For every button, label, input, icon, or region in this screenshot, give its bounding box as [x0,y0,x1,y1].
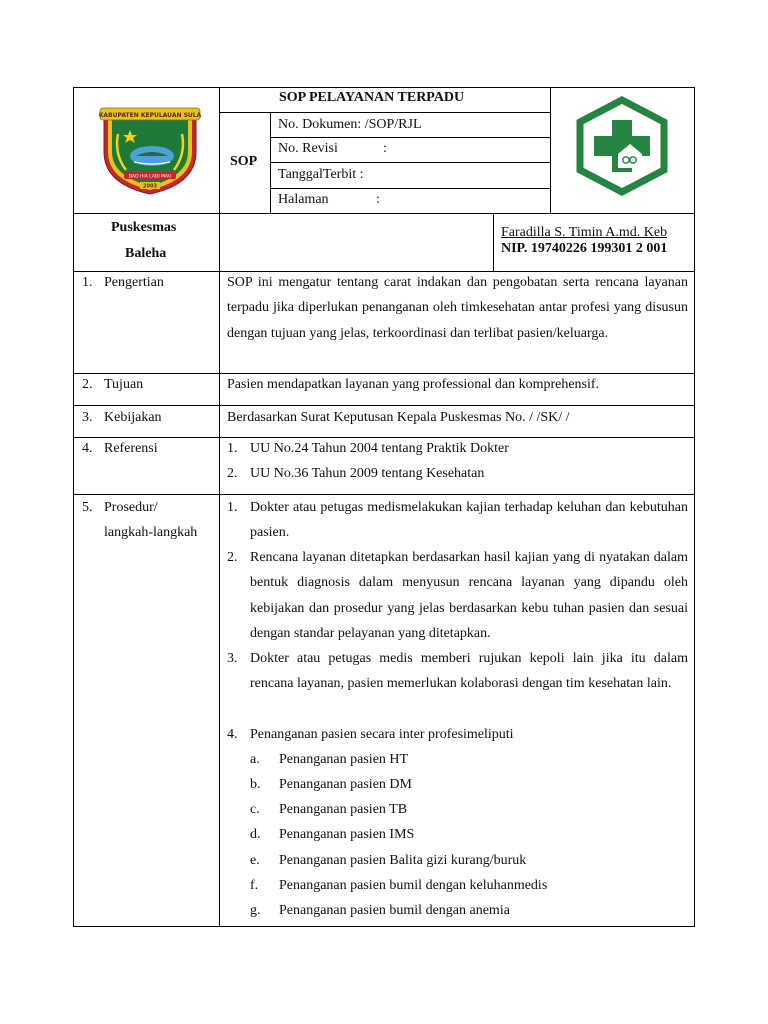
column-divider-logo-right [550,87,551,214]
row-divider-dokumen [270,137,551,138]
svg-text:2003: 2003 [143,183,157,190]
section-label-prosedur-line2: langkah-langkah [104,525,198,540]
sub-item: Penanganan pasien bumil dengan anemia [279,903,510,918]
column-divider-sop [270,112,271,214]
section-label-referensi: Referensi [104,441,158,456]
sub-item-letter: e. [250,853,260,868]
section-number: 2. [82,377,93,392]
kabupaten-emblem-icon [96,104,204,196]
section-number: 5. [82,500,93,515]
puskesmas-label: Puskesmas [111,220,177,235]
sub-item-letter: g. [250,903,261,918]
sub-item-letter: f. [250,878,259,893]
section-label-prosedur: Prosedur/ [104,500,158,515]
row-divider-tujuan [73,405,695,406]
no-revisi: No. Revisi [278,141,338,156]
kebijakan-text: Berdasarkan Surat Keputusan Kepala Puskesmas No. / /SK/ / [227,410,570,425]
no-dokumen: No. Dokumen: /SOP/RJL [278,117,422,132]
sub-item-letter: c. [250,802,260,817]
signer-nip: NIP. 19740226 199301 2 001 [501,241,668,256]
prosedur-step: Penanganan pasien secara inter profesimeliputi [250,727,514,742]
sub-item-letter: d. [250,827,261,842]
halaman: Halaman [278,192,329,207]
prosedur-step: Dokter atau petugas medismelakukan kajian terhadap keluhan dan kebutuhan pasien. [250,500,688,541]
sub-item: Penanganan pasien TB [279,802,408,817]
row-divider-revisi [270,162,551,163]
sub-item-letter: b. [250,777,261,792]
section-number: 4. [82,441,93,456]
column-divider-signer [493,213,494,272]
section-number: 1. [82,275,93,290]
prosedur-step: Rencana layanan ditetapkan berdasarkan hasil kajian yang di nyatakan dalam bentuk diagnosis dalam menyusun rencana layanan yang dipandu oleh kebijakan dan prosedur yang jelas berdasarkan kebu tuhan pasien dan sesuai dengan standar pelayanan yang ditetapkan. [250,550,688,641]
tujuan-text: Pasien mendapatkan layanan yang professional dan komprehensif. [227,377,600,392]
sub-item: Penanganan pasien DM [279,777,412,792]
halaman-colon: : [376,192,380,207]
step-number: 4. [227,727,238,742]
row-divider-kebijakan [73,437,695,438]
row-divider-title [219,112,551,113]
referensi-item: UU No.24 Tahun 2004 tentang Praktik Dokter [250,441,509,456]
svg-text:DAD HIA LADI MAU: DAD HIA LADI MAU [128,174,172,180]
sub-item: Penanganan pasien bumil dengan keluhanmedis [279,878,548,893]
puskesmas-location: Baleha [125,246,167,261]
signer-name: Faradilla S. Timin A.md. Keb [501,225,668,240]
step-number: 1. [227,500,238,515]
step-number: 2. [227,550,238,565]
sub-item: Penanganan pasien HT [279,752,409,767]
list-item-number: 1. [227,441,238,456]
no-revisi-colon: : [383,141,387,156]
kabupaten-logo [96,104,204,196]
sub-item-letter: a. [250,752,260,767]
prosedur-step: Dokter atau petugas medis memberi rujukan kepoli lain jika itu dalam rencana layanan, pasien memerlukan kolaborasi dengan tim kesehatan lain. [250,651,688,692]
pengertian-text: SOP ini mengatur tentang carat indakan dan pengobatan serta rencana layanan terpadu jika diperlukan penanganan oleh timkesehatan antar profesi yang disusun dengan tujuan yang jelas, terkoordinasi dan terlibat pasien/keluarga. [227,275,688,341]
puskesmas-logo [574,96,670,196]
sub-item: Penanganan pasien IMS [279,827,415,842]
tanggal-terbit: TanggalTerbit : [278,167,364,182]
puskesmas-cross-icon [574,96,670,196]
row-divider-pengertian [73,373,695,374]
table-border-bottom [73,926,695,927]
referensi-item: UU No.36 Tahun 2009 tentang Kesehatan [250,466,485,481]
document-title: SOP PELAYANAN TERPADU [279,90,465,105]
list-item-number: 2. [227,466,238,481]
table-border-top [73,87,695,88]
step-number: 3. [227,651,238,666]
svg-text:KABUPATEN KEPULAUAN SULA: KABUPATEN KEPULAUAN SULA [98,112,202,119]
sub-item: Penanganan pasien Balita gizi kurang/buruk [279,853,527,868]
sop-label: SOP [230,154,258,169]
section-number: 3. [82,410,93,425]
section-label-pengertian: Pengertian [104,275,164,290]
row-divider-header-bottom [73,213,695,214]
section-label-tujuan: Tujuan [104,377,144,392]
section-label-kebijakan: Kebijakan [104,410,162,425]
row-divider-terbit [270,188,551,189]
